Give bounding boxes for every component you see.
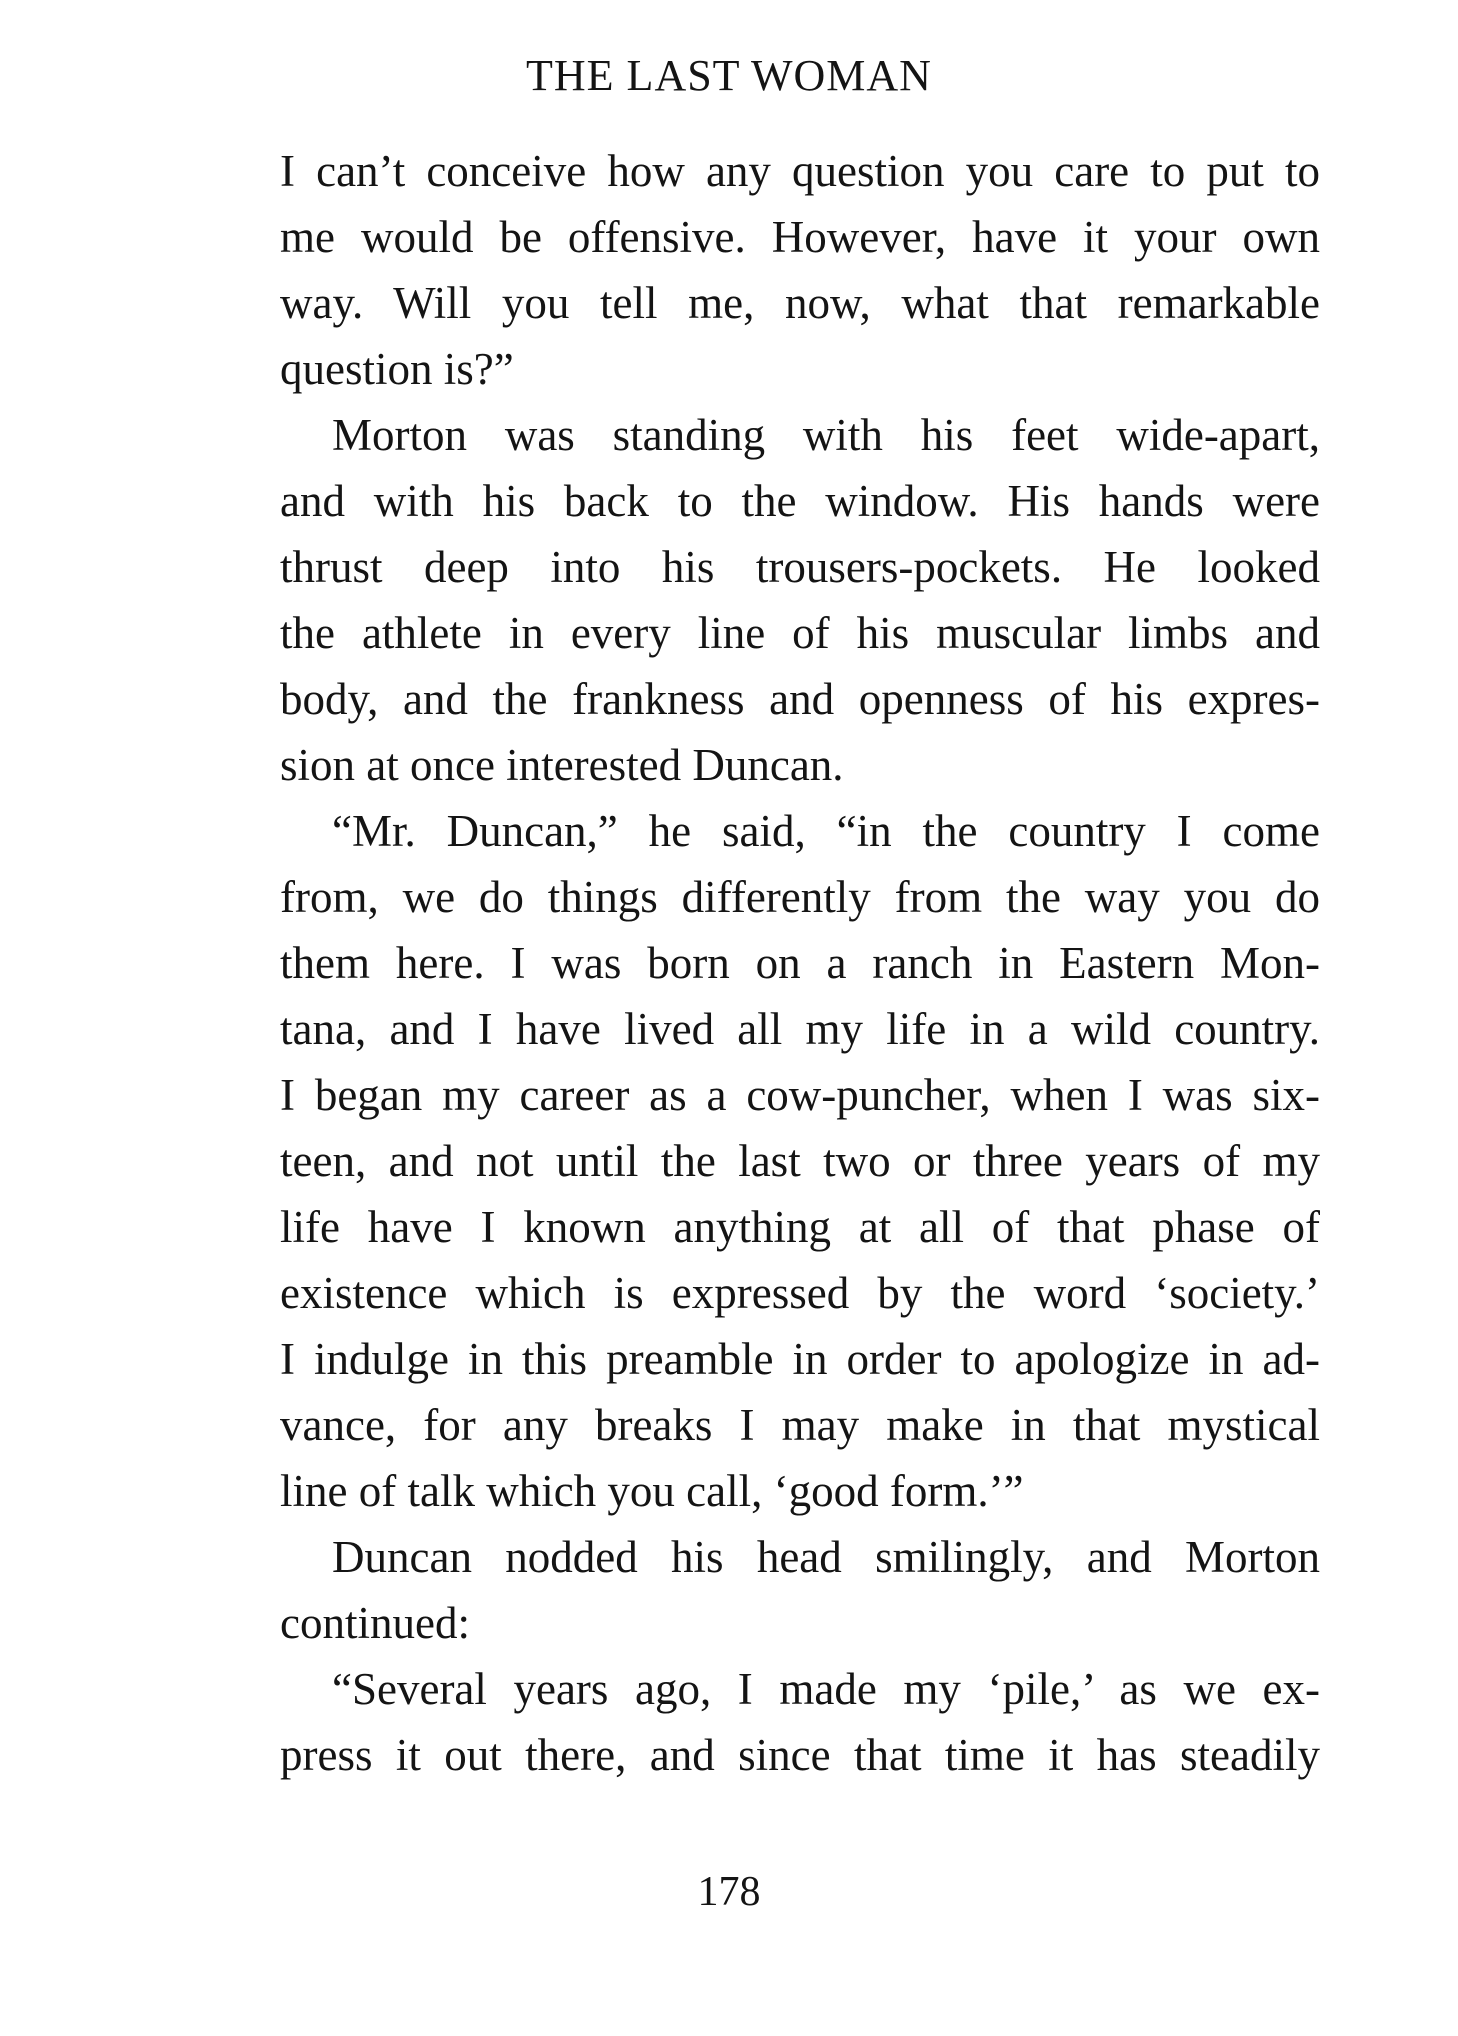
text-line: I began my career as a cow-puncher, when I was six- xyxy=(280,1070,1320,1120)
text-line: line of talk which you call, ‘good form.’” xyxy=(280,1466,1024,1516)
running-head: THE LAST WOMAN xyxy=(526,51,932,100)
text-line: life have I known anything at all of that phase of xyxy=(280,1202,1320,1252)
text-line: sion at once interested Duncan. xyxy=(280,740,844,790)
text-line: continued: xyxy=(280,1598,470,1648)
text-line: vance, for any breaks I may make in that mystical xyxy=(280,1400,1320,1450)
text-line: the athlete in every line of his muscular limbs and xyxy=(280,608,1320,658)
text-line: question is?” xyxy=(280,344,514,394)
text-line: body, and the frankness and openness of his expres- xyxy=(280,674,1320,724)
text-line: press it out there, and since that time it has steadily xyxy=(280,1730,1320,1780)
text-line: way. Will you tell me, now, what that remarkable xyxy=(280,278,1320,328)
text-line: and with his back to the window. His hands were xyxy=(280,476,1320,526)
text-line: tana, and I have lived all my life in a wild country. xyxy=(280,1004,1320,1054)
text-line: I indulge in this preamble in order to apologize in ad- xyxy=(280,1334,1320,1384)
text-line: existence which is expressed by the word ‘society.’ xyxy=(280,1268,1320,1318)
text-line: I can’t conceive how any question you care to put to xyxy=(280,146,1320,196)
text-line: thrust deep into his trousers-pockets. He looked xyxy=(280,542,1320,592)
text-line: “Several years ago, I made my ‘pile,’ as we ex- xyxy=(332,1664,1320,1714)
text-line: Morton was standing with his feet wide-apart, xyxy=(332,410,1320,460)
text-line: teen, and not until the last two or three years of my xyxy=(280,1136,1320,1186)
page-number: 178 xyxy=(697,1869,761,1915)
text-line: them here. I was born on a ranch in Eastern Mon- xyxy=(280,938,1320,988)
text-line: Duncan nodded his head smilingly, and Morton xyxy=(332,1532,1320,1582)
text-line: from, we do things differently from the way you do xyxy=(280,872,1320,922)
text-line: “Mr. Duncan,” he said, “in the country I come xyxy=(332,806,1320,856)
body-text xyxy=(280,138,1320,1788)
text-line: me would be offensive. However, have it your own xyxy=(280,212,1320,262)
